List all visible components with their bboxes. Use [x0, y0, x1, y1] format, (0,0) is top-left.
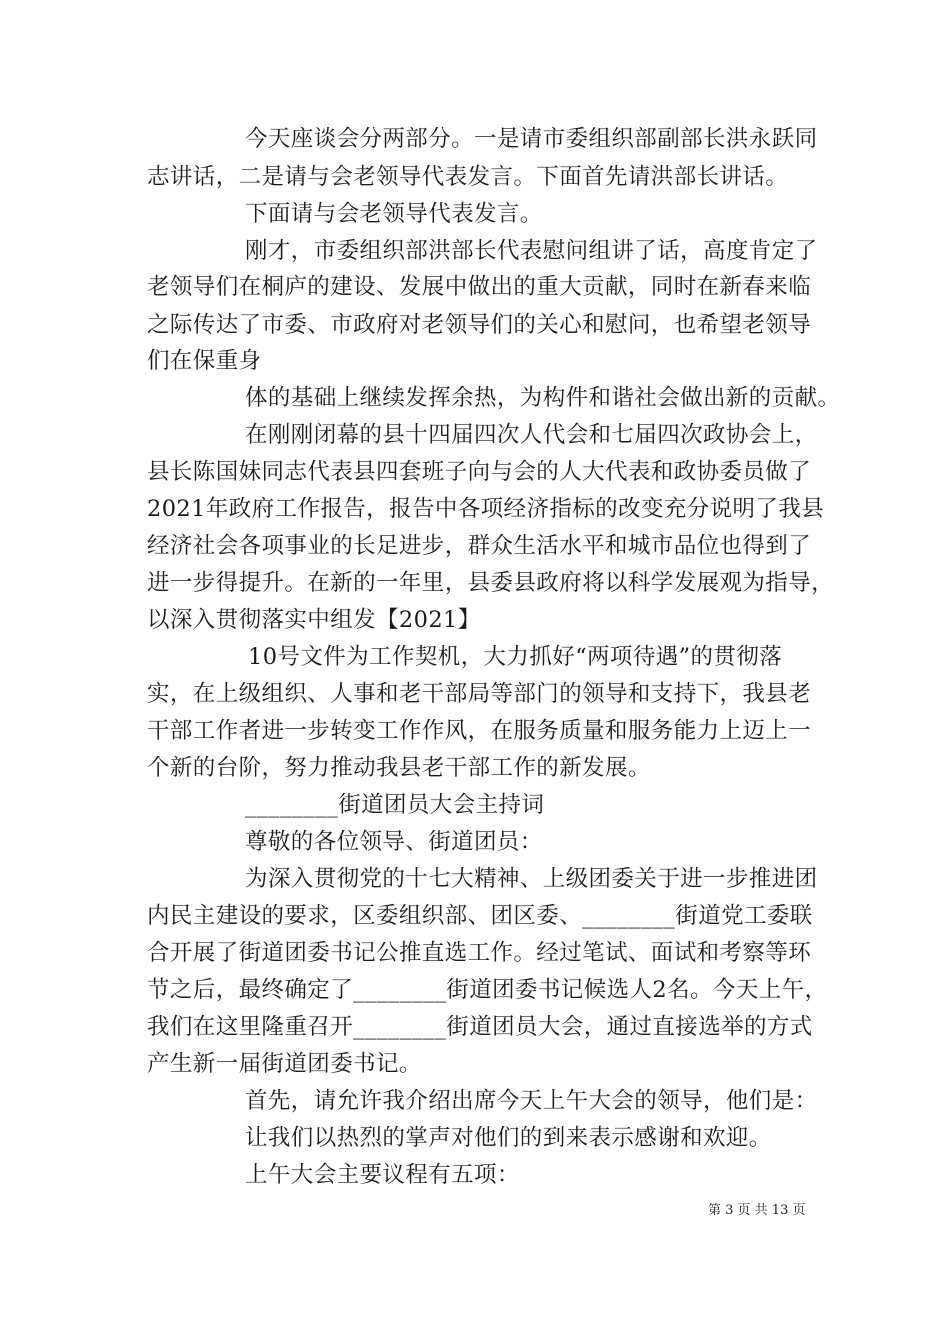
- text-line: 为深入贯彻党的十七大精神、上级团委关于进一步推进团: [245, 866, 818, 892]
- text-line: 县长陈国妹同志代表县四套班子向与会的人大代表和政协委员做了: [147, 459, 812, 485]
- text-line: 产生新一届街道团委书记。: [147, 1051, 422, 1077]
- text-line: 内民主建设的要求，区委组织部、团区委、________街道党工委联: [147, 903, 813, 929]
- text-line: 合开展了街道团委书记公推直选工作。经过笔试、面试和考察等环: [147, 940, 812, 966]
- text-line: 尊敬的各位领导、街道团员：: [245, 829, 543, 855]
- text-line: 老领导们在桐庐的建设、发展中做出的重大贡献，同时在新春来临: [147, 274, 812, 300]
- text-line: 首先，请允许我介绍出席今天上午大会的领导，他们是：: [245, 1088, 818, 1114]
- text-line: 之际传达了市委、市政府对老领导们的关心和慰问，也希望老领导: [147, 312, 812, 338]
- text-line: 今天座谈会分两部分。一是请市委组织部副部长洪永跃同: [245, 126, 818, 152]
- text-line: 进一步得提升。在新的一年里，县委县政府将以科学发展观为指导，: [147, 570, 835, 596]
- text-line: 经济社会各项事业的长足进步，群众生活水平和城市品位也得到了: [147, 533, 812, 559]
- text-line: 们在保重身: [147, 348, 262, 374]
- text-line: 节之后，最终确定了________街道团委书记候选人2名。今天上午，: [147, 977, 828, 1003]
- text-line: 2021年政府工作报告，报告中各项经济指标的改变充分说明了我县: [147, 496, 825, 522]
- text-line: 以深入贯彻落实中组发【2021】: [147, 607, 481, 633]
- text-line: 在刚刚闭幕的县十四届四次人代会和七届四次政协会上，: [245, 422, 818, 448]
- text-line: 下面请与会老领导代表发言。: [245, 201, 543, 227]
- page-number: 第 3 页 共 13 页: [708, 1203, 806, 1218]
- section-title: ________街道团员大会主持词: [245, 792, 545, 818]
- text-line: 上午大会主要议程有五项：: [245, 1162, 520, 1188]
- text-line: 让我们以热烈的掌声对他们的到来表示感谢和欢迎。: [245, 1125, 772, 1151]
- text-line: 体的基础上继续发挥余热，为构件和谐社会做出新的贡献。: [245, 385, 841, 411]
- text-line: 志讲话，二是请与会老领导代表发言。下面首先请洪部长讲话。: [147, 164, 789, 190]
- text-line: 10号文件为工作契机，大力抓好“两项待遇”的贯彻落: [248, 644, 783, 670]
- text-line: 干部工作者进一步转变工作作风，在服务质量和服务能力上迈上一: [147, 718, 812, 744]
- text-line: 刚才，市委组织部洪部长代表慰问组讲了话，高度肯定了: [245, 238, 818, 264]
- text-line: 实，在上级组织、人事和老干部局等部门的领导和支持下，我县老: [147, 681, 812, 707]
- text-line: 我们在这里隆重召开________街道团员大会，通过直接选举的方式: [147, 1014, 813, 1040]
- text-line: 个新的台阶，努力推动我县老干部工作的新发展。: [147, 755, 651, 781]
